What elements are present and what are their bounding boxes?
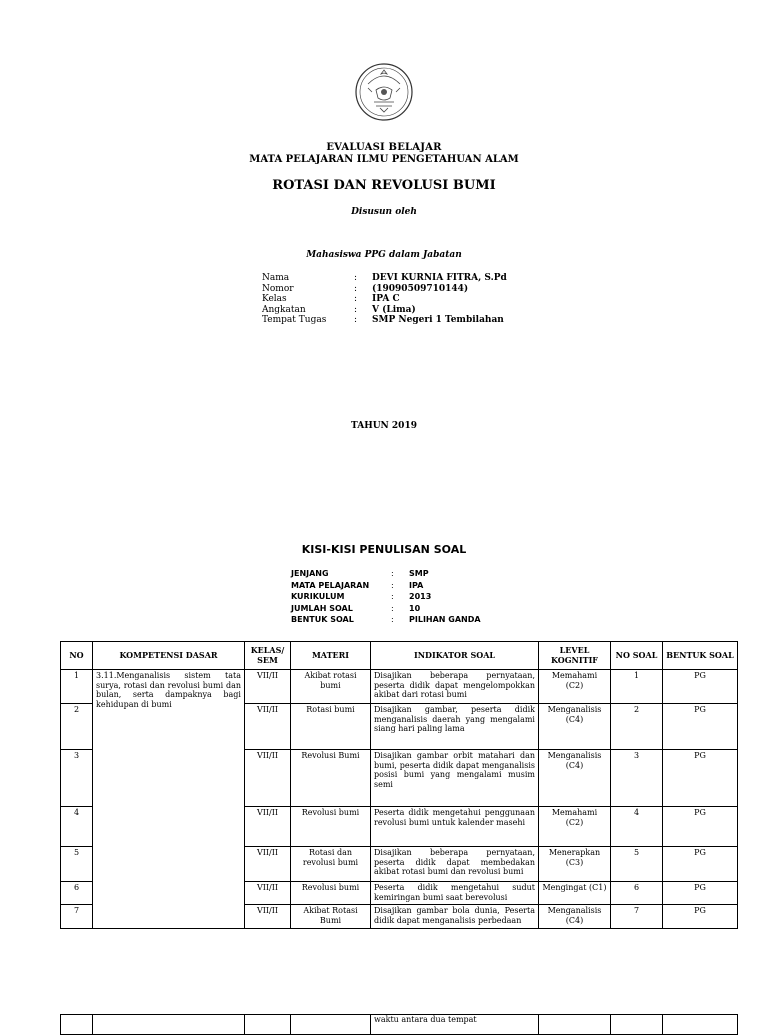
- info-sep: :: [354, 283, 358, 294]
- cell-empty: [245, 1015, 291, 1035]
- meta-value: IPA: [409, 580, 424, 590]
- info-sep: :: [354, 273, 358, 283]
- meta-label: KURIKULUM: [291, 592, 345, 601]
- header-bentuk: BENTUK SOAL: [663, 642, 738, 670]
- meta-sep: :: [391, 603, 394, 613]
- cell-empty: [663, 1015, 738, 1035]
- meta-row: [291, 614, 481, 626]
- info-sep: :: [354, 304, 358, 315]
- cell-bentuk: PG: [663, 847, 738, 882]
- topic-title: ROTASI DAN REVOLUSI BUMI: [272, 178, 496, 193]
- meta-label: JENJANG: [291, 569, 329, 578]
- cell-level: Menganalisis (C4): [539, 905, 611, 929]
- info-value: IPA C: [372, 294, 400, 304]
- meta-label: BENTUK SOAL: [291, 615, 354, 624]
- info-label: Kelas: [262, 294, 287, 304]
- cell-no: 5: [61, 847, 93, 882]
- table-row: [61, 1015, 738, 1035]
- cell-materi: Rotasi dan revolusi bumi: [291, 847, 371, 882]
- meta-value: PILIHAN GANDA: [409, 615, 481, 624]
- cell-level: Menerapkan (C3): [539, 847, 611, 882]
- cell-materi: Revolusi Bumi: [291, 750, 371, 807]
- info-value: V (Lima): [372, 304, 416, 315]
- meta-sep: :: [391, 580, 394, 590]
- cell-bentuk: PG: [663, 670, 738, 704]
- info-value: DEVI KURNIA FITRA, S.Pd: [372, 273, 507, 283]
- cell-no: 2: [61, 704, 93, 750]
- doc-title: EVALUASI BELAJAR: [326, 142, 442, 153]
- info-label: Nama: [262, 273, 290, 283]
- header-kelas: KELAS/ SEM: [245, 642, 291, 670]
- info-label: Nomor: [262, 283, 294, 294]
- meta-value: 2013: [409, 592, 432, 601]
- cell-indikator: waktu antara dua tempat: [371, 1015, 539, 1035]
- cell-empty: [611, 1015, 663, 1035]
- cell-empty: [61, 1015, 93, 1035]
- info-label: Tempat Tugas: [262, 315, 327, 325]
- header-level: LEVEL KOGNITIF: [539, 642, 611, 670]
- cell-kelas: VII/II: [245, 807, 291, 847]
- cell-indikator: Peserta didik mengetahui sudut kemiringan bumi saat berevolusi: [371, 882, 539, 905]
- kisi-meta: [291, 568, 481, 626]
- cell-empty: [539, 1015, 611, 1035]
- cell-indikator: Peserta didik mengetahui penggunaan revolusi bumi untuk kalender masehi: [371, 807, 539, 847]
- meta-label: MATA PELAJARAN: [291, 580, 370, 590]
- subject-title: MATA PELAJARAN ILMU PENGETAHUAN ALAM: [249, 154, 519, 165]
- info-value: SMP Negeri 1 Tembilahan: [372, 315, 504, 325]
- cell-level: Menganalisis (C4): [539, 750, 611, 807]
- cell-empty: [93, 1015, 245, 1035]
- cell-kelas: VII/II: [245, 847, 291, 882]
- cell-bentuk: PG: [663, 750, 738, 807]
- info-row: [262, 315, 507, 326]
- cell-nosoal: 5: [611, 847, 663, 882]
- info-row: [262, 305, 507, 316]
- cell-kelas: VII/II: [245, 882, 291, 905]
- header-kompetensi: KOMPETENSI DASAR: [93, 642, 245, 670]
- cell-nosoal: 4: [611, 807, 663, 847]
- header-materi: MATERI: [291, 642, 371, 670]
- table-row: [61, 670, 738, 704]
- cell-level: Mengingat (C1): [539, 882, 611, 905]
- cell-bentuk: PG: [663, 704, 738, 750]
- cell-materi: Akibat rotasi bumi: [291, 670, 371, 704]
- header-nosoal: NO SOAL: [611, 642, 663, 670]
- year: TAHUN 2019: [351, 421, 417, 431]
- meta-row: [291, 568, 481, 580]
- cell-materi: Akibat Rotasi Bumi: [291, 905, 371, 929]
- meta-row: [291, 603, 481, 615]
- cell-kelas: VII/II: [245, 750, 291, 807]
- meta-row: [291, 580, 481, 592]
- cell-nosoal: 6: [611, 882, 663, 905]
- cell-materi: Revolusi bumi: [291, 807, 371, 847]
- cell-bentuk: PG: [663, 905, 738, 929]
- meta-sep: :: [391, 592, 394, 601]
- cell-level: Memahami (C2): [539, 807, 611, 847]
- cell-level: Menganalisis (C4): [539, 704, 611, 750]
- cell-nosoal: 7: [611, 905, 663, 929]
- mahasiswa-label: Mahasiswa PPG dalam Jabatan: [306, 250, 462, 260]
- cell-kompetensi: 3.11.Menganalisis sistem tata surya, rotasi dan revolusi bumi dan bulan, serta dampaknya bagi kehidupan di bumi: [93, 670, 245, 929]
- cell-kelas: VII/II: [245, 670, 291, 704]
- meta-sep: :: [391, 569, 394, 578]
- cell-nosoal: 2: [611, 704, 663, 750]
- author-info: [262, 273, 507, 326]
- meta-value: SMP: [409, 569, 429, 578]
- tut-wuri-handayani-logo-icon: [354, 62, 414, 122]
- header-no: NO: [61, 642, 93, 670]
- cell-bentuk: PG: [663, 882, 738, 905]
- cell-no: 7: [61, 905, 93, 929]
- info-label: Angkatan: [262, 304, 306, 315]
- cell-indikator: Disajikan gambar orbit matahari dan bumi, peserta didik dapat menganalisis posisi bumi yang mengalami musim semi: [371, 750, 539, 807]
- table-header-row: [61, 642, 738, 670]
- cell-indikator: Disajikan gambar bola dunia, Peserta didik dapat menganalisis perbedaan: [371, 905, 539, 929]
- meta-row: [291, 591, 481, 603]
- kisi-kisi-title: KISI-KISI PENULISAN SOAL: [301, 543, 467, 556]
- meta-value: 10: [409, 603, 421, 613]
- cell-empty: [291, 1015, 371, 1035]
- cell-materi: Rotasi bumi: [291, 704, 371, 750]
- info-sep: :: [354, 294, 358, 304]
- table-continuation: [60, 1014, 738, 1035]
- disusun-oleh: Disusun oleh: [351, 207, 417, 217]
- cell-no: 4: [61, 807, 93, 847]
- cell-kelas: VII/II: [245, 905, 291, 929]
- info-value: (19090509710144): [372, 283, 469, 294]
- cell-bentuk: PG: [663, 807, 738, 847]
- cell-kelas: VII/II: [245, 704, 291, 750]
- cell-nosoal: 3: [611, 750, 663, 807]
- cell-no: 6: [61, 882, 93, 905]
- info-sep: :: [354, 315, 358, 325]
- header-indikator: INDIKATOR SOAL: [371, 642, 539, 670]
- meta-label: JUMLAH SOAL: [291, 603, 353, 613]
- info-row: [262, 273, 507, 284]
- cell-no: 3: [61, 750, 93, 807]
- meta-sep: :: [391, 615, 394, 624]
- cell-indikator: Disajikan gambar, peserta didik menganalisis daerah yang mengalami siang hari paling lama: [371, 704, 539, 750]
- cell-materi: Revolusi bumi: [291, 882, 371, 905]
- cell-indikator: Disajikan beberapa pernyataan, peserta didik dapat membedakan akibat rotasi bumi dan revolusi bumi: [371, 847, 539, 882]
- cell-level: Memahami (C2): [539, 670, 611, 704]
- kisi-kisi-table: [60, 641, 738, 929]
- cell-no: 1: [61, 670, 93, 704]
- info-row: [262, 284, 507, 295]
- cell-indikator: Disajikan beberapa pernyataan, peserta didik dapat mengelompokkan akibat dari rotasi bumi: [371, 670, 539, 704]
- cell-nosoal: 1: [611, 670, 663, 704]
- info-row: [262, 294, 507, 305]
